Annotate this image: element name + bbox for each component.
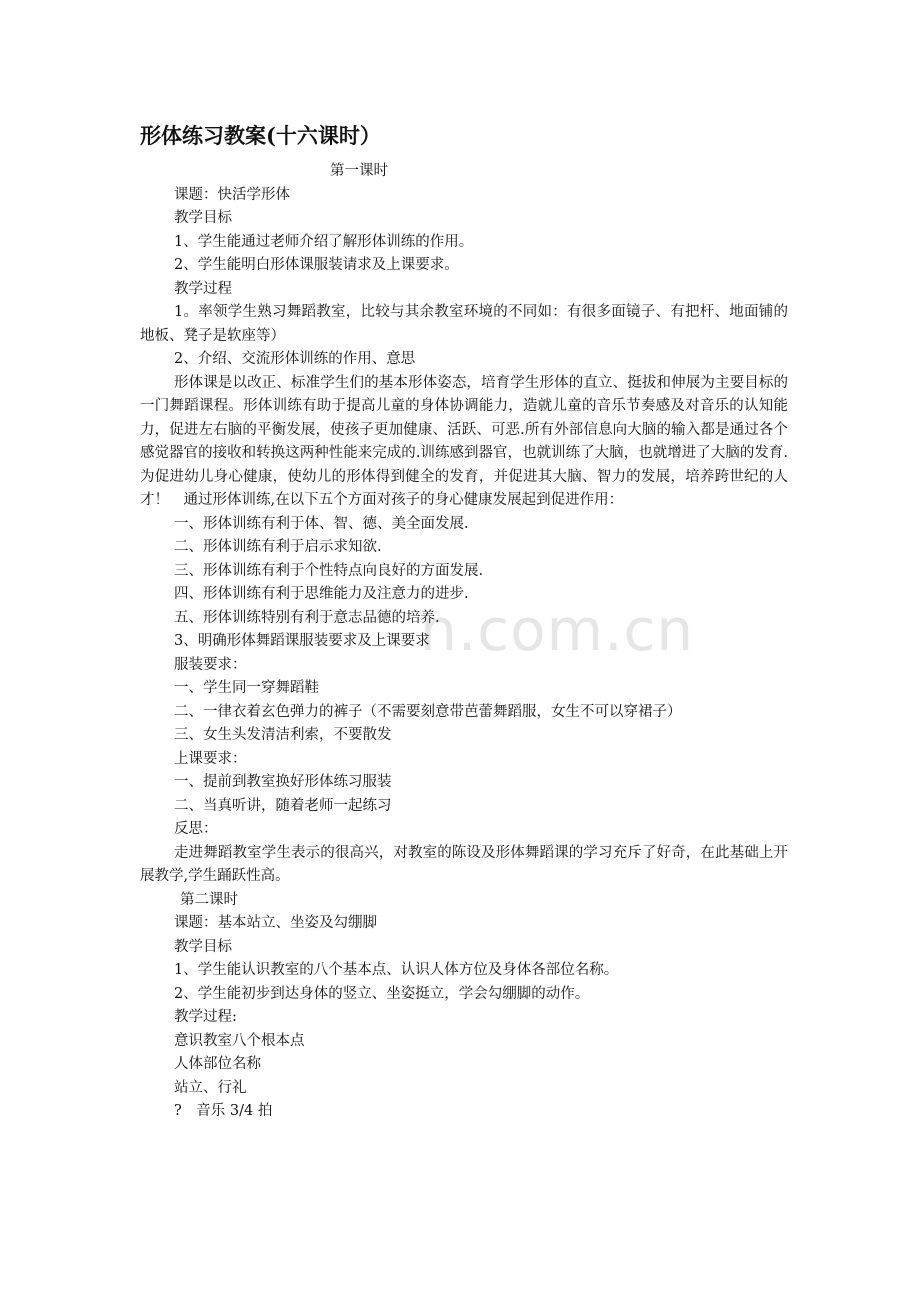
lesson2-goal-1: 1、学生能认识教室的八个基本点、认识人体方位及身体各部位名称。	[174, 962, 619, 978]
lesson1-dress-2: 二、一律衣着玄色弹力的裤子（不需要刻意带芭蕾舞蹈服，女生不可以穿裙子）	[174, 703, 682, 720]
lesson1-class-2: 二、当真听讲，随着老师一起练习	[174, 797, 392, 814]
lesson1-class-1: 一、提前到教室换好形体练习服装	[174, 774, 392, 790]
lesson2-item-2: 人体部位名称	[174, 1056, 261, 1072]
watermark: n.com.cn	[420, 596, 695, 664]
lesson1-benefit-3: 三、形体训练有利于个性特点向良好的方面发展.	[174, 562, 484, 579]
lesson1-step-1: 1。率领学生熟习舞蹈教室，比较与其余教室环境的不同如：有很多面镜子、有把杆、地面铺的地板、凳子是软座等）	[140, 304, 788, 344]
lesson1-heading: 第一课时	[330, 163, 388, 179]
document-title: 形体练习教案(十六课时）	[140, 123, 381, 148]
lesson1-step-2: 2、介绍、交流形体训练的作用、意思	[174, 351, 416, 367]
lesson1-benefit-5: 五、形体训练特别有利于意志品德的培养.	[174, 609, 440, 626]
lesson2-item-3: 站立、行礼	[174, 1079, 247, 1096]
lesson1-dress-label: 服装要求：	[174, 656, 247, 673]
lesson1-benefit-4: 四、形体训练有利于思维能力及注意力的进步.	[174, 586, 469, 602]
lesson1-goals-label: 教学目标	[174, 210, 232, 226]
lesson2-item-1: 意识教室八个根本点	[174, 1032, 305, 1049]
lesson1-reflection: 走进舞蹈教室学生表示的很高兴，对教室的陈设及形体舞蹈课的学习充斥了好奇，在此基础上开展教学,学生踊跃性高。	[140, 844, 788, 884]
lesson2-process-label: 教学过程:	[174, 1009, 237, 1025]
lesson1-goal-2: 2、学生能明白形体课服装请求及上课要求。	[174, 257, 459, 273]
lesson1-goal-1: 1、学生能通过老师介绍了解形体训练的作用。	[174, 233, 474, 250]
lesson1-step-3: 3、明确形体舞蹈课服装要求及上课要求	[174, 633, 430, 649]
lesson1-benefit-1: 一、形体训练有利于体、智、德、美全面发展.	[174, 515, 469, 532]
lesson2-item-4: ? 音乐 3/4 拍	[174, 1103, 273, 1119]
lesson1-topic: 课题：快活学形体	[174, 186, 290, 203]
lesson1-paragraph: 形体课是以改正、标准学生们的基本形体姿态，培育学生形体的直立、挺拔和伸展为主要目标的一门舞蹈课程。形体训练有助于提高儿童的身体协调能力，造就儿童的音乐节奏感及对音乐的认知能力，促进左右脑的平衡发展，使孩子更加健康、活跃、可恶.所有外部信息向大脑的输入都是通过各个感觉器官的接收和转换这两种性能来完成的.训练感到器官，也就训练了大脑，也就增进了大脑的发育.为促进幼儿身心健康，使幼儿的形体得到健全的发育，并促进其大脑、智力的发展，培养跨世纪的人才！ 通过形体训练,在以下五个方面对孩子的身心健康发展起到促进作用：	[140, 374, 788, 508]
lesson1-reflect-label: 反思：	[174, 821, 218, 837]
document-content	[140, 118, 788, 1124]
lesson2-heading: 第二课时	[180, 891, 238, 908]
lesson1-process-label: 教学过程	[174, 280, 232, 297]
lesson2-goals-label: 教学目标	[174, 938, 232, 955]
lesson2-goal-2: 2、学生能初步到达身体的竖立、坐姿挺立，学会勾绷脚的动作。	[174, 985, 590, 1002]
lesson1-class-label: 上课要求：	[174, 750, 247, 767]
lesson1-dress-1: 一、学生同一穿舞蹈鞋	[174, 680, 319, 696]
lesson1-benefit-2: 二、形体训练有利于启示求知欲.	[174, 539, 382, 555]
lesson2-topic: 课题：基本站立、坐姿及勾绷脚	[174, 915, 377, 931]
lesson1-dress-3: 三、女生头发清洁利索，不要散发	[174, 727, 392, 743]
